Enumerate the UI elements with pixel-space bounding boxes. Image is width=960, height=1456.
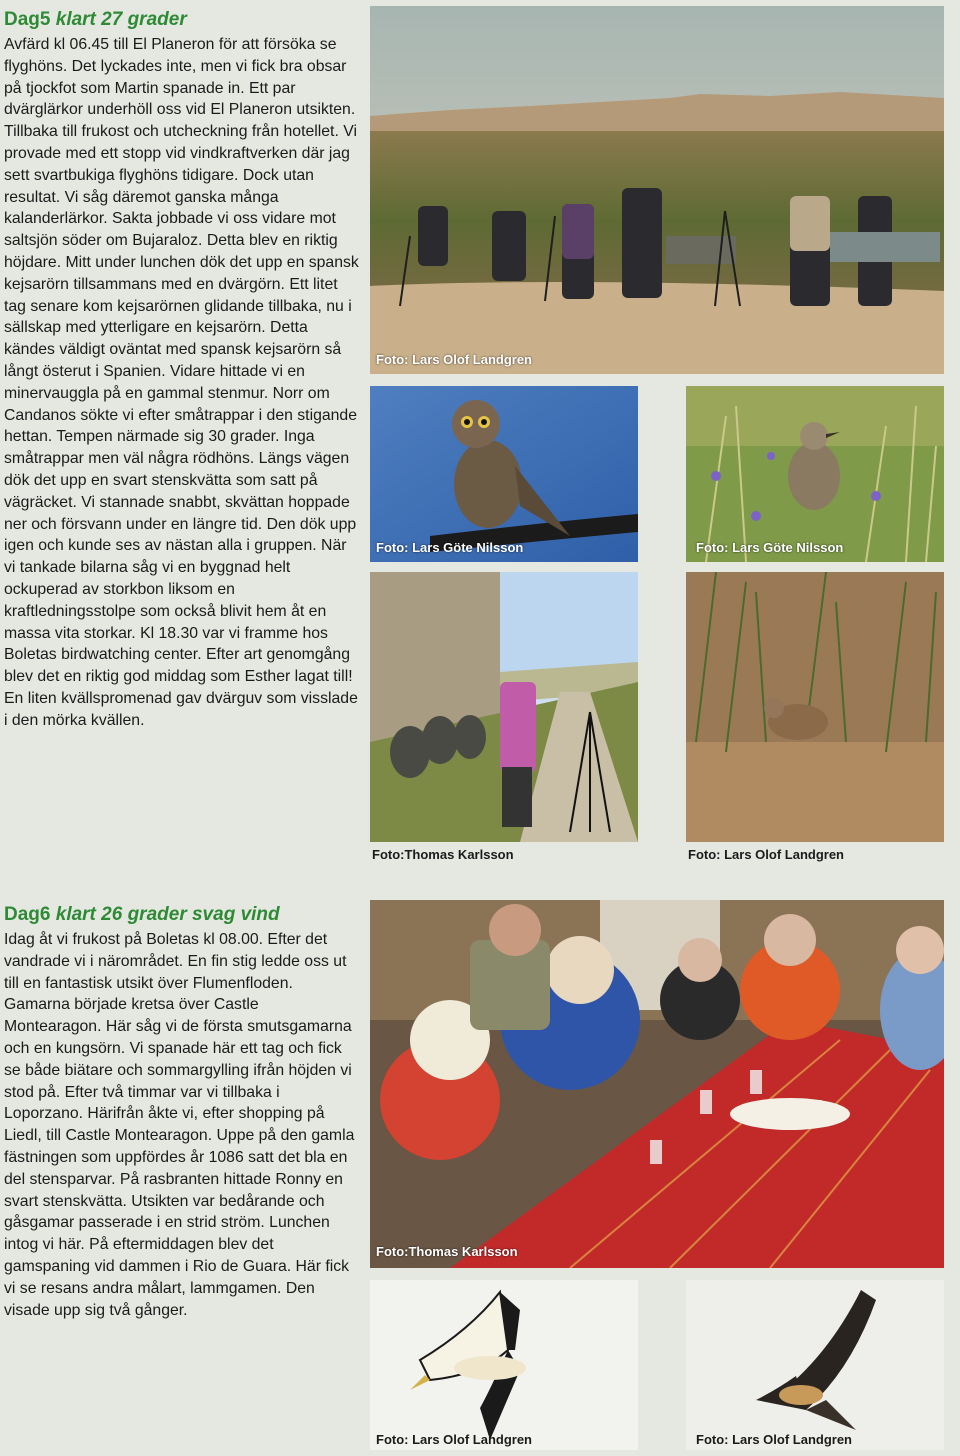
dinner-photo (370, 900, 944, 1268)
day5-heading (4, 8, 360, 32)
landscape-photo (370, 6, 944, 374)
day5-article (4, 8, 360, 732)
group-photo (370, 572, 638, 842)
group-photo-caption: Foto:Thomas Karlsson (372, 847, 514, 862)
day6-heading (4, 903, 360, 927)
hidden-bird-photo (686, 572, 944, 842)
day6-article (4, 903, 360, 1321)
day5-body: Avfärd kl 06.45 till El Planeron för att försöka se flyghöns. Det lyckades inte, men vi fick bra obsar på tjockfot som Martin spanade in. Ett par dvärglärkor underhöll oss vid El Planeron utsikten. Tillbaka till frukost och utcheckning från hotellet. Vi provade med ett stopp vid vindkraftverken där jag sett svartbukiga flyghöns tidigare. Dock utan resultat. Vi såg däremot ganska många kalanderlärkor. Sakta jobbade vi oss vidare mot saltsjön söder om Bujaraloz. Detta blev en riktig höjdare. Mitt under lunchen dök det upp en spansk kejsarörn tillsammans med en dvärgörn. Ett litet tag senare kom kejsarörnen glidande tillbaka, nu i sällskap med ytterligare en kejsarörn. Detta kändes väldigt oväntat med spansk kejsarörn så långt österut i Spanien. Vidare hittade vi en minervauggla på en gammal stenmur. Norr om Candanos sökte vi efter småtrappar i den stigande hettan. Tempen närmade sig 30 grader. Inga småtrappar men väl några rödhöns. Längs vägen dök det upp en svart stenskvätta som satt på vägräcket. Vi stannade snabbt, skvättan hoppade ner och försvann under en längre tid. Den dök upp igen och kunde ses av nästan alla i gruppen. När vi tankade bilarna såg vi en byggnad helt ockuperad av storkbon liksom en kraftledningsstolpe som också blivit hem åt en massa vita storkar. Kl 18.30 var vi framme hos Boletas birdwatching center. Efter art genomgång blev det en riktig god middag som Esther lagat till! En liten kvällspromenad gav dvärguv som visslade i den mörka kvällen. (4, 36, 359, 729)
vulture-photo-1 (370, 1280, 638, 1450)
dinner-photo-caption: Foto:Thomas Karlsson (376, 1244, 518, 1259)
day6-day: Dag6 (4, 904, 51, 925)
lark-photo (686, 386, 944, 562)
day5-weather: klart 27 grader (55, 9, 187, 30)
vulture-photo-2-caption: Foto: Lars Olof Landgren (696, 1432, 852, 1447)
day6-weather: klart 26 grader svag vind (55, 904, 280, 925)
owl-photo (370, 386, 638, 562)
lark-photo-caption: Foto: Lars Göte Nilsson (696, 540, 844, 555)
landscape-photo-caption: Foto: Lars Olof Landgren (376, 352, 532, 367)
day5-day: Dag5 (4, 9, 51, 30)
hidden-bird-photo-caption: Foto: Lars Olof Landgren (688, 847, 844, 862)
vulture-photo-1-caption: Foto: Lars Olof Landgren (376, 1432, 532, 1447)
owl-photo-caption: Foto: Lars Göte Nilsson (376, 540, 524, 555)
day6-body: Idag åt vi frukost på Boletas kl 08.00. Efter det vandrade vi i närområdet. En fin stig ledde oss ut till en fantastisk utsikt över Flumenfloden. Gamarna började kretsa över Castle Montearagon. Här såg vi de första smutsgamarna och en kungsörn. Vi spanade här ett tag och fick se både biätare och sommargylling ifrån höjden vi stod på. Efter två timmar var vi tillbaka i Loporzano. Härifrån åkte vi, efter shopping på Liedl, till Castle Montearagon. Uppe på den gamla fästningen som uppfördes år 1086 satt det bla en del stensparvar. På rasbranten hittade Ronny en svart stenskvätta. Utsikten var bedårande och gåsgamar passerade i en strid ström. Lunchen intog vi här. På eftermiddagen blev det gamspaning vid dammen i Rio de Guara. Här fick vi se resans andra målart, lammgamen. Den visade upp sig två gånger. (4, 931, 355, 1319)
vulture-photo-2 (686, 1280, 944, 1450)
